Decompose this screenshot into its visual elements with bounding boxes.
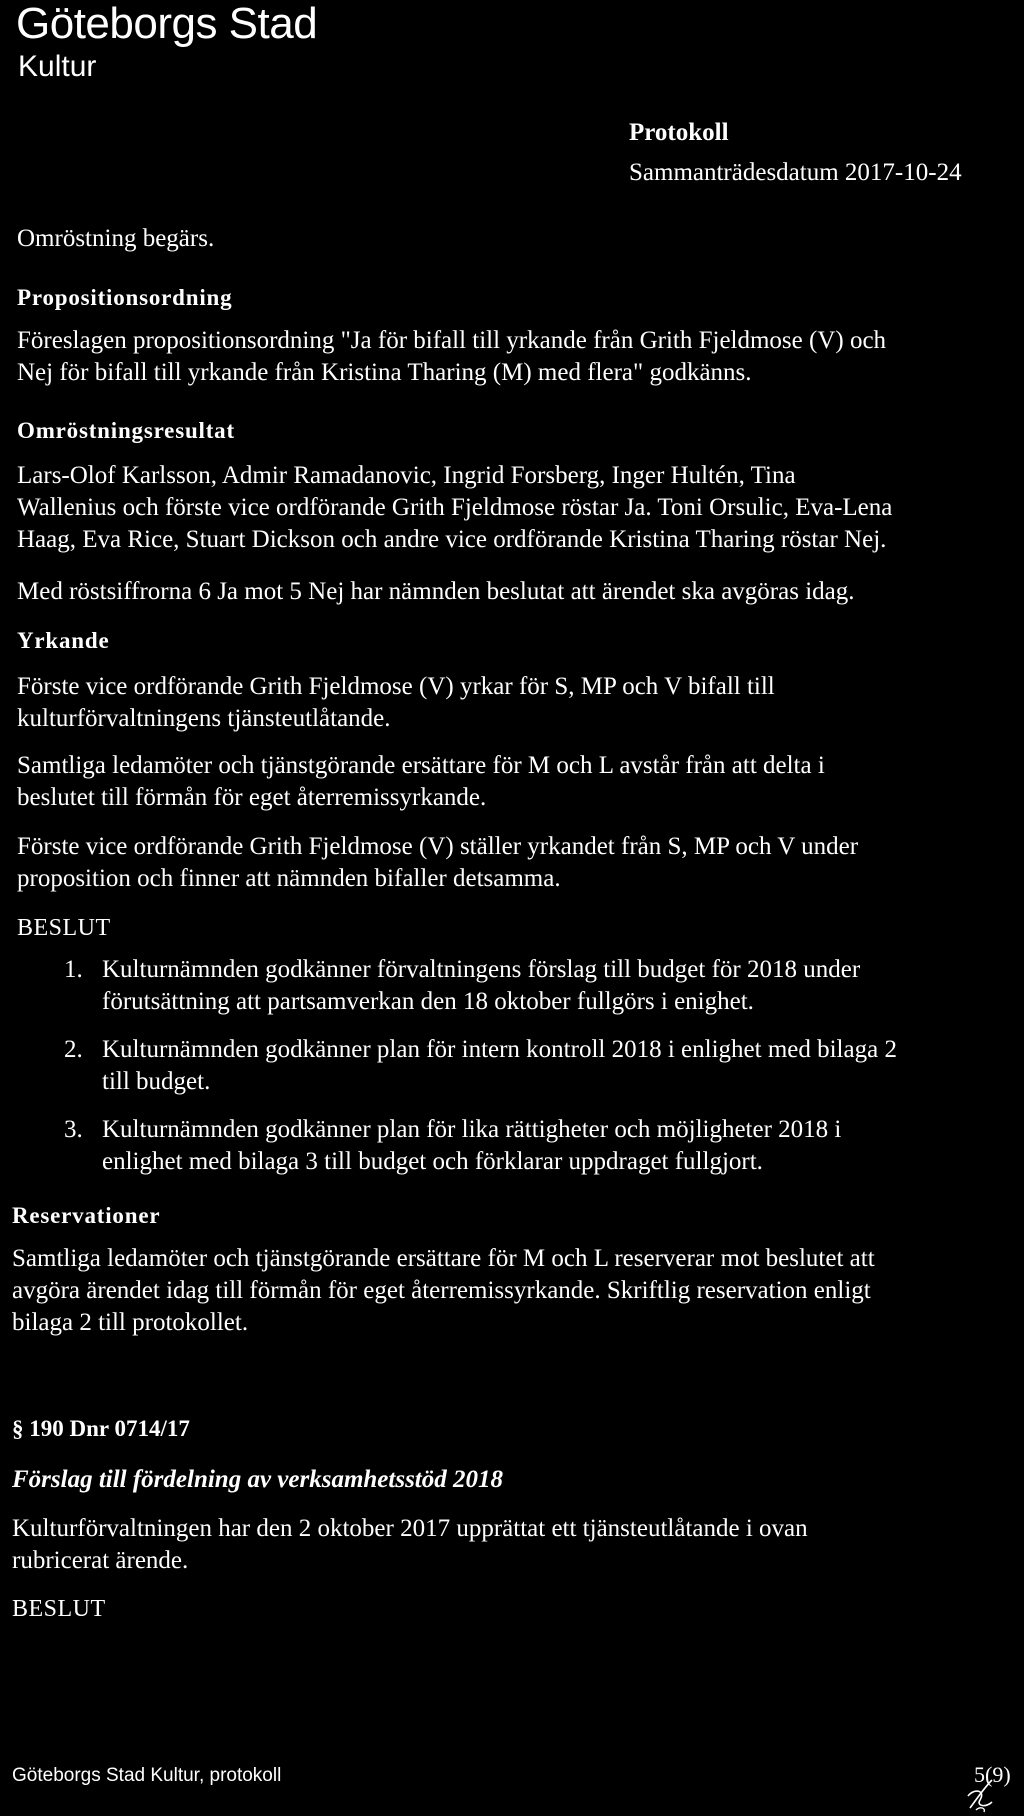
- yrkande-p2-line-2: beslutet till förmån för eget återremissyrkande.: [17, 784, 487, 811]
- yrkande-p3-line-2: proposition och finner att nämnden bifaller detsamma.: [17, 865, 561, 892]
- org-department: Kultur: [18, 50, 97, 83]
- page-number: 5(9): [974, 1762, 1011, 1787]
- reservation-line-3: bilaga 2 till protokollet.: [12, 1309, 249, 1336]
- decision-1-line-1: Kulturnämnden godkänner förvaltningens förslag till budget för 2018 under: [102, 956, 861, 983]
- decision-3-line-1: Kulturnämnden godkänner plan för lika rättigheter och möjligheter 2018 i: [102, 1116, 842, 1143]
- yrkande-p2-line-1: Samtliga ledamöter och tjänstgörande ersättare för M och L avstår från att delta i: [17, 752, 825, 779]
- beslut-label: BESLUT: [17, 915, 111, 941]
- vote-line-3: Haag, Eva Rice, Stuart Dickson och andre vice ordförande Kristina Tharing röstar Nej.: [17, 526, 887, 553]
- decision-2-line-2: till budget.: [102, 1068, 211, 1095]
- yrkande-heading: Yrkande: [17, 628, 110, 653]
- yrkande-p1-line-1: Förste vice ordförande Grith Fjeldmose (V) yrkar för S, MP och V bifall till: [17, 673, 775, 700]
- yrkande-p3-line-1: Förste vice ordförande Grith Fjeldmose (V) ställer yrkandet från S, MP och V under: [17, 833, 859, 860]
- decision-2-line-1: Kulturnämnden godkänner plan för intern kontroll 2018 i enlighet med bilaga 2: [102, 1036, 897, 1063]
- decision-2-number: 2.: [64, 1036, 83, 1063]
- yrkande-p1-line-2: kulturförvaltningens tjänsteutlåtande.: [17, 705, 391, 732]
- section-beslut-label: BESLUT: [12, 1596, 106, 1622]
- vote-line-2: Wallenius och förste vice ordförande Grith Fjeldmose röstar Ja. Toni Orsulic, Eva-Lena: [17, 494, 893, 521]
- decision-1-number: 1.: [64, 956, 83, 983]
- reservation-line-2: avgöra ärendet idag till förmån för eget återremissyrkande. Skriftlig reservation enligt: [12, 1277, 871, 1304]
- document-type: Protokoll: [629, 119, 729, 146]
- reservation-heading: Reservationer: [12, 1203, 161, 1228]
- decision-1-line-2: förutsättning att partsamverkan den 18 oktober fullgörs i enighet.: [102, 988, 754, 1015]
- signature-initials: [962, 1778, 1002, 1814]
- section-line-1: Kulturförvaltningen har den 2 oktober 2017 upprättat ett tjänsteutlåtande i ovan: [12, 1515, 808, 1542]
- vote-line-1: Lars-Olof Karlsson, Admir Ramadanovic, Ingrid Forsberg, Inger Hultén, Tina: [17, 462, 796, 489]
- reservation-line-1: Samtliga ledamöter och tjänstgörande ersättare för M och L reserverar mot beslutet att: [12, 1245, 875, 1272]
- section-line-2: rubricerat ärende.: [12, 1547, 189, 1574]
- vote-result: Med röstsiffrorna 6 Ja mot 5 Nej har nämnden beslutat att ärendet ska avgöras idag.: [17, 578, 855, 605]
- section-title: Förslag till fördelning av verksamhetsstöd 2018: [12, 1466, 504, 1493]
- section-number: § 190 Dnr 0714/17: [12, 1416, 190, 1441]
- meeting-date: Sammanträdesdatum 2017-10-24: [629, 159, 962, 186]
- proposition-heading: Propositionsordning: [17, 285, 233, 310]
- org-name: Göteborgs Stad: [16, 0, 318, 48]
- intro-text: Omröstning begärs.: [17, 225, 215, 252]
- decision-3-number: 3.: [64, 1116, 83, 1143]
- footer-text: Göteborgs Stad Kultur, protokoll: [12, 1765, 282, 1786]
- proposition-line-1: Föreslagen propositionsordning "Ja för bifall till yrkande från Grith Fjeldmose (V) och: [17, 327, 887, 354]
- proposition-line-2: Nej för bifall till yrkande från Kristina Tharing (M) med flera" godkänns.: [17, 359, 752, 386]
- vote-heading: Omröstningsresultat: [17, 418, 235, 443]
- decision-3-line-2: enlighet med bilaga 3 till budget och förklarar uppdraget fullgjort.: [102, 1148, 763, 1175]
